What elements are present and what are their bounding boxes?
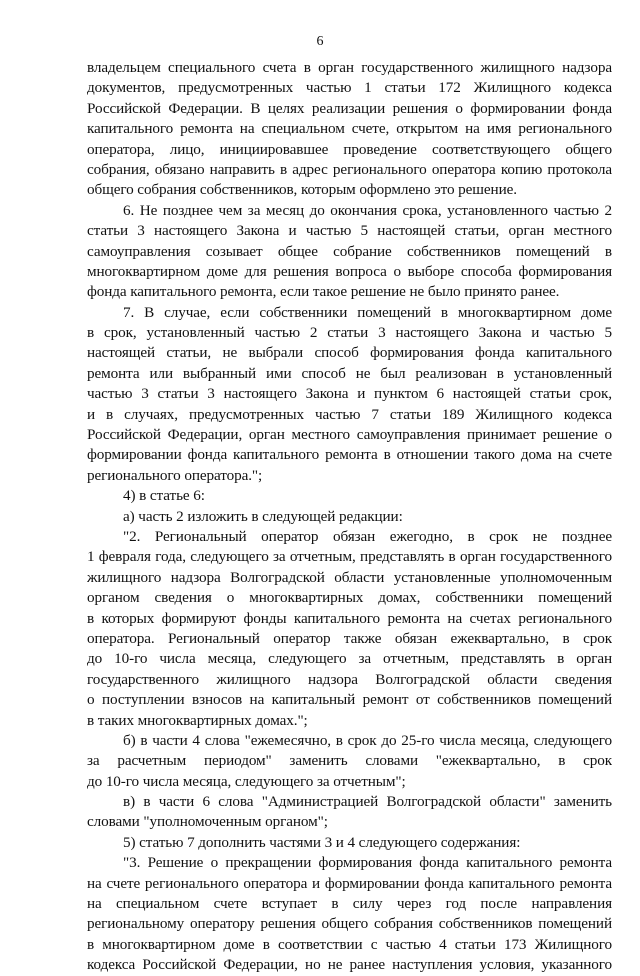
text-line: региональному оператору решения общего собрания собственников помещений: [87, 915, 612, 933]
text-line: общего собрания собственников, которым оформлено это решение.: [87, 181, 517, 199]
text-line: оператора. Региональный оператор также обязан ежеквартально, в срок: [87, 629, 612, 647]
text-line: Российской Федерации, орган местного самоуправления принимает решение о: [87, 426, 612, 444]
page-number: 6: [316, 34, 324, 49]
text-line: в) в части 6 слова "Администрацией Волгоградской области" заменить: [123, 793, 612, 811]
text-line: документов, предусмотренных частью 1 статьи 172 Жилищного кодекса: [87, 79, 612, 97]
document-body: [87, 58, 612, 976]
text-line: за расчетным периодом" заменить словами "ежеквартально, в срок: [87, 752, 612, 770]
text-line: на счете регионального оператора и формировании фонда капитального ремонта: [87, 874, 612, 892]
text-line: Российской Федерации. В целях реализации решения о формировании фонда: [87, 99, 612, 117]
text-line: органом сведения о многоквартирных домах, собственники помещений: [87, 589, 612, 607]
text-line: и в случаях, предусмотренных частью 7 статьи 189 Жилищного кодекса: [87, 405, 612, 423]
text-line: частью 3 статьи 3 настоящего Закона и пунктом 6 настоящей статьи срок,: [87, 385, 612, 403]
text-line: капитального ремонта на специальном счете, открытом на имя регионального: [87, 120, 612, 138]
text-line: в которых формируют фонды капитального ремонта на счетах регионального: [87, 609, 612, 627]
text-line: многоквартирном доме для решения вопроса о выборе способа формирования: [87, 262, 612, 280]
text-line: до 10-го числа месяца, следующего за отчетным";: [87, 772, 406, 790]
text-line: 5) статью 7 дополнить частями 3 и 4 следующего содержания:: [123, 833, 521, 851]
text-line: о поступлении взносов на капитальный ремонт от собственников помещений: [87, 691, 612, 709]
text-line: собрания, обязано направить в адрес регионального оператора копию протокола: [87, 160, 612, 178]
text-line: статьи 3 настоящего Закона и частью 5 настоящей статьи, орган местного: [87, 222, 612, 240]
text-line: в срок, установленный частью 2 статьи 3 настоящего Закона и частью 5: [87, 324, 612, 342]
text-line: словами "уполномоченным органом";: [87, 813, 328, 831]
text-line: 7. В случае, если собственники помещений в многоквартирном доме: [123, 303, 612, 321]
text-line: на специальном счете вступает в силу через год после направления: [87, 895, 612, 913]
text-line: 6. Не позднее чем за месяц до окончания срока, установленного частью 2: [123, 201, 612, 219]
text-line: ремонта или выбранный ими способ не был реализован в установленный: [87, 364, 612, 382]
text-line: оператора, лицо, инициировавшее проведение соответствующего общего: [87, 140, 612, 158]
text-line: государственного жилищного надзора Волгоградской области сведения: [87, 670, 612, 688]
text-line: "3. Решение о прекращении формирования фонда капитального ремонта: [123, 854, 612, 872]
text-line: фонда капитального ремонта, если такое решение не было принято ранее.: [87, 283, 560, 301]
text-line: владельцем специального счета в орган государственного жилищного надзора: [87, 59, 612, 76]
text-line: 1 февраля года, следующего за отчетным, представлять в орган государственного: [87, 548, 612, 566]
text-line: кодекса Российской Федерации, но не ранее наступления условия, указанного: [87, 956, 612, 974]
text-line: а) часть 2 изложить в следующей редакции:: [123, 507, 403, 525]
text-line: "2. Региональный оператор обязан ежегодно, в срок не позднее: [123, 527, 612, 545]
text-line: жилищного надзора Волгоградской области установленные уполномоченным: [87, 568, 612, 586]
text-line: формировании фонда капитального ремонта в отношении такого дома на счете: [87, 446, 612, 464]
text-line: б) в части 4 слова "ежемесячно, в срок до 25-го числа месяца, следующего: [123, 731, 612, 749]
text-line: в многоквартирном доме в соответствии с частью 4 статьи 173 Жилищного: [87, 935, 612, 953]
text-line: до 10-го числа месяца, следующего за отчетным, представлять в орган: [87, 650, 612, 668]
text-line: регионального оператора.";: [87, 466, 263, 484]
text-line: настоящей статьи, не выбрали способ формирования фонда капитального: [87, 344, 612, 362]
text-line: самоуправления созывает общее собрание собственников помещений в: [87, 242, 612, 260]
text-line: в таких многоквартирных домах.";: [87, 711, 308, 729]
text-line: 4) в статье 6:: [123, 487, 205, 505]
